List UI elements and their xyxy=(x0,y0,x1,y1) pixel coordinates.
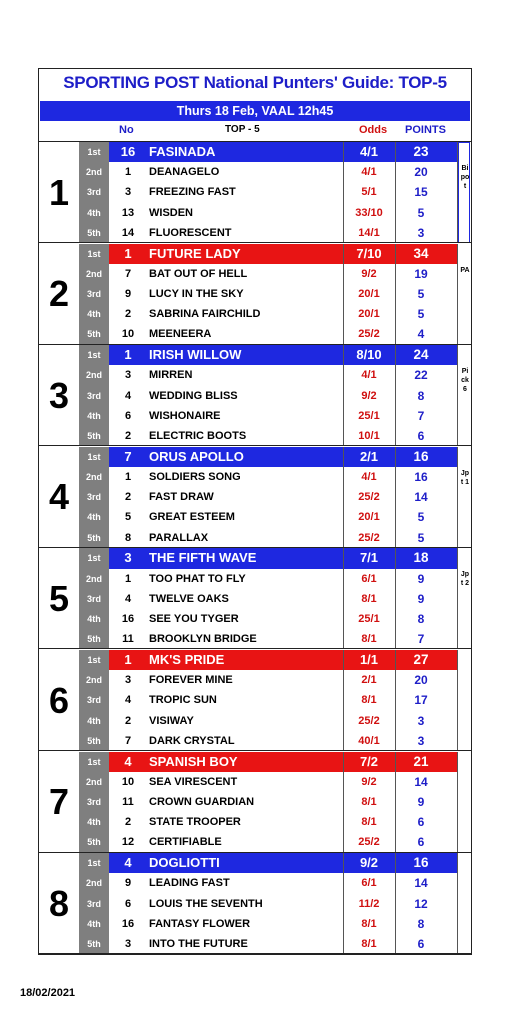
runner-row xyxy=(79,711,457,731)
race-block xyxy=(39,752,471,853)
finish-position: 5th xyxy=(87,532,101,543)
top-pick-row xyxy=(79,345,457,365)
points: 6 xyxy=(417,936,425,951)
horse-name: MIRREN xyxy=(149,369,193,382)
runner-row xyxy=(79,386,457,406)
points: 19 xyxy=(414,266,428,281)
finish-position: 3rd xyxy=(86,288,101,299)
finish-position: 5th xyxy=(87,227,101,238)
runner-number: 1 xyxy=(124,470,132,483)
points: 5 xyxy=(417,530,425,545)
finish-position: 1st xyxy=(87,553,101,564)
odds: 20/1 xyxy=(358,511,380,524)
finish-position: 2nd xyxy=(85,167,102,178)
odds: 7/1 xyxy=(359,550,379,566)
runner-number: 13 xyxy=(121,206,135,219)
points: 8 xyxy=(417,388,425,403)
odds: 6/1 xyxy=(361,877,377,890)
runner-row xyxy=(79,772,457,792)
top-pick-row xyxy=(79,650,457,670)
finish-position: 2nd xyxy=(85,268,102,279)
runner-row xyxy=(79,670,457,690)
odds: 8/1 xyxy=(361,917,377,930)
points-divider xyxy=(395,650,396,751)
runner-number: 5 xyxy=(124,511,132,524)
race-number: 8 xyxy=(48,882,70,924)
bet-type-note: Bipot xyxy=(460,165,470,190)
runner-number: 3 xyxy=(124,369,132,382)
horse-name: LOUIS THE SEVENTH xyxy=(149,897,263,910)
runner-number: 7 xyxy=(124,267,132,280)
race-block xyxy=(39,853,471,954)
horse-name: WEDDING BLISS xyxy=(149,389,238,402)
points: 7 xyxy=(417,632,425,647)
points: 20 xyxy=(414,673,428,688)
horse-name: DOGLIOTTI xyxy=(149,855,220,871)
runner-number: 10 xyxy=(121,775,135,788)
odds: 9/2 xyxy=(361,775,377,788)
runner-row xyxy=(79,507,457,527)
points: 3 xyxy=(417,733,425,748)
odds-divider xyxy=(343,548,344,649)
horse-name: CROWN GUARDIAN xyxy=(149,795,255,808)
points: 6 xyxy=(417,428,425,443)
runner-number: 2 xyxy=(124,714,132,727)
points: 7 xyxy=(417,408,425,423)
finish-position: 2nd xyxy=(85,573,102,584)
runner-number: 4 xyxy=(124,694,132,707)
finish-position: 3rd xyxy=(86,898,101,909)
points: 22 xyxy=(414,368,428,383)
finish-position: 1st xyxy=(87,248,101,259)
horse-name: SEA VIRESCENT xyxy=(149,775,238,788)
points: 17 xyxy=(414,693,428,708)
odds: 8/1 xyxy=(361,633,377,646)
horse-name: FLUORESCENT xyxy=(149,226,232,239)
runner-row xyxy=(79,406,457,426)
odds-divider xyxy=(343,650,344,751)
odds-divider xyxy=(343,447,344,548)
points-divider xyxy=(395,142,396,243)
points: 4 xyxy=(417,327,425,342)
meeting-banner: Thurs 18 Feb, VAAL 12h45 xyxy=(40,101,470,121)
side-divider xyxy=(457,548,458,649)
horse-name: ELECTRIC BOOTS xyxy=(149,429,247,442)
top-pick-row xyxy=(79,752,457,772)
race-block xyxy=(39,447,471,548)
side-divider xyxy=(457,345,458,446)
points: 8 xyxy=(417,916,425,931)
points: 16 xyxy=(413,448,429,464)
finish-position: 5th xyxy=(87,430,101,441)
guide-sheet xyxy=(38,68,472,955)
odds: 20/1 xyxy=(358,287,380,300)
points: 9 xyxy=(417,794,425,809)
odds: 11/2 xyxy=(358,897,380,910)
runner-row xyxy=(79,731,457,751)
horse-name: LEADING FAST xyxy=(149,877,230,890)
horse-name: FAST DRAW xyxy=(149,491,214,504)
points: 3 xyxy=(417,713,425,728)
race-number: 1 xyxy=(48,171,70,213)
points: 24 xyxy=(413,347,429,363)
odds: 4/1 xyxy=(361,166,377,179)
horse-name: WISDEN xyxy=(149,206,193,219)
finish-position: 5th xyxy=(87,837,101,848)
points: 34 xyxy=(413,245,429,261)
runner-row xyxy=(79,304,457,324)
runner-number: 11 xyxy=(122,795,134,808)
finish-position: 3rd xyxy=(86,593,101,604)
odds: 14/1 xyxy=(358,226,380,239)
points: 18 xyxy=(413,550,429,566)
race-number: 4 xyxy=(48,476,70,518)
odds: 20/1 xyxy=(358,308,380,321)
points: 5 xyxy=(417,205,425,220)
points: 16 xyxy=(413,855,429,871)
points-divider xyxy=(395,853,396,954)
finish-position: 3rd xyxy=(86,492,101,503)
race-block xyxy=(39,548,471,649)
odds-divider xyxy=(343,345,344,446)
runner-number: 7 xyxy=(124,734,132,747)
points: 16 xyxy=(414,469,428,484)
runner-row xyxy=(79,609,457,629)
odds: 25/2 xyxy=(358,531,380,544)
finish-position: 1st xyxy=(87,147,101,157)
runner-row xyxy=(79,467,457,487)
odds: 7/2 xyxy=(359,753,379,769)
finish-position: 1st xyxy=(87,451,101,462)
odds: 6/1 xyxy=(361,572,377,585)
points: 6 xyxy=(417,835,425,850)
odds: 25/2 xyxy=(358,836,380,849)
finish-position: 2nd xyxy=(85,675,102,686)
runner-number: 14 xyxy=(121,226,135,239)
runner-number: 3 xyxy=(124,186,132,199)
bet-type-note: Jpt 2 xyxy=(460,571,470,588)
page-title: SPORTING POST National Punters' Guide: TOP-5 xyxy=(63,73,447,92)
runner-number: 7 xyxy=(124,448,132,464)
side-divider xyxy=(457,650,458,751)
runner-number: 8 xyxy=(124,531,132,544)
points: 23 xyxy=(413,144,429,159)
runner-number: 2 xyxy=(124,308,132,321)
runner-row xyxy=(79,284,457,304)
points: 12 xyxy=(414,896,428,911)
horse-name: ORUS APOLLO xyxy=(149,448,244,464)
runner-row xyxy=(79,264,457,284)
horse-name: PARALLAX xyxy=(149,531,209,544)
points: 27 xyxy=(413,652,429,667)
runner-row xyxy=(79,894,457,914)
points: 8 xyxy=(417,611,425,626)
side-divider xyxy=(457,752,458,853)
points: 20 xyxy=(414,165,428,180)
finish-position: 4th xyxy=(87,207,101,218)
runner-number: 2 xyxy=(124,816,132,829)
horse-name: FANTASY FLOWER xyxy=(149,917,251,930)
runner-number: 16 xyxy=(121,917,135,930)
runner-number: 6 xyxy=(124,409,132,422)
odds: 10/1 xyxy=(358,429,380,442)
bet-type-note: Jpt 1 xyxy=(460,469,470,486)
race-number: 3 xyxy=(48,374,70,416)
finish-position: 3rd xyxy=(86,187,101,198)
runner-row xyxy=(79,589,457,609)
race-number: 5 xyxy=(48,577,70,619)
odds: 2/1 xyxy=(361,674,377,687)
horse-name: THE FIFTH WAVE xyxy=(149,550,257,566)
points-divider xyxy=(395,345,396,446)
top-pick-row xyxy=(79,142,457,162)
points: 6 xyxy=(417,815,425,830)
side-divider xyxy=(457,244,458,345)
column-header-top5: TOP - 5 xyxy=(225,124,260,135)
top-pick-row xyxy=(79,447,457,467)
runner-row xyxy=(79,487,457,507)
race-number: 2 xyxy=(48,273,70,315)
points: 5 xyxy=(417,510,425,525)
horse-name: CERTIFIABLE xyxy=(149,836,222,849)
runner-row xyxy=(79,569,457,589)
side-divider xyxy=(457,447,458,548)
odds: 9/2 xyxy=(361,389,377,402)
horse-name: FUTURE LADY xyxy=(149,245,241,261)
horse-name: FASINADA xyxy=(149,144,216,159)
finish-position: 4th xyxy=(87,512,101,523)
race-block xyxy=(39,345,471,446)
runner-number: 1 xyxy=(124,347,132,363)
horse-name: DARK CRYSTAL xyxy=(149,734,235,747)
runner-number: 1 xyxy=(124,572,132,585)
horse-name: FOREVER MINE xyxy=(149,674,233,687)
finish-position: 5th xyxy=(87,634,101,645)
points-divider xyxy=(395,548,396,649)
odds: 8/10 xyxy=(356,347,382,363)
race-number: 7 xyxy=(48,781,70,823)
finish-position: 3rd xyxy=(86,796,101,807)
odds-divider xyxy=(343,853,344,954)
runner-number: 1 xyxy=(124,652,132,667)
horse-name: VISIWAY xyxy=(149,714,194,727)
runner-number: 4 xyxy=(124,855,132,871)
points: 15 xyxy=(414,185,428,200)
runner-number: 6 xyxy=(124,897,132,910)
odds: 4/1 xyxy=(359,144,379,159)
side-divider xyxy=(457,853,458,954)
finish-position: 1st xyxy=(87,655,101,665)
odds: 7/10 xyxy=(356,245,382,261)
runner-number: 9 xyxy=(124,287,132,300)
runner-number: 16 xyxy=(120,144,136,159)
runner-row xyxy=(79,832,457,852)
column-header-points: POINTS xyxy=(405,124,446,136)
footer-date: 18/02/2021 xyxy=(20,987,76,999)
horse-name: TROPIC SUN xyxy=(149,694,217,707)
column-header-odds: Odds xyxy=(359,124,388,136)
odds: 40/1 xyxy=(358,734,380,747)
runner-number: 3 xyxy=(124,937,132,950)
race-separator xyxy=(39,953,471,954)
runner-number: 12 xyxy=(121,836,135,849)
points: 5 xyxy=(417,307,425,322)
runner-row xyxy=(79,324,457,344)
finish-position: 4th xyxy=(87,918,101,929)
runner-number: 2 xyxy=(124,491,132,504)
finish-position: 4th xyxy=(87,410,101,421)
horse-name: MK'S PRIDE xyxy=(149,652,225,667)
points: 14 xyxy=(414,774,428,789)
runner-number: 11 xyxy=(122,633,134,646)
finish-position: 3rd xyxy=(86,695,101,706)
runner-row xyxy=(79,223,457,243)
horse-name: STATE TROOPER xyxy=(149,816,241,829)
points-divider xyxy=(395,752,396,853)
runner-number: 2 xyxy=(124,429,132,442)
runner-number: 1 xyxy=(124,166,132,179)
finish-position: 2nd xyxy=(85,878,102,889)
points: 21 xyxy=(413,753,429,769)
horse-name: SEE YOU TYGER xyxy=(149,612,239,625)
odds: 9/2 xyxy=(359,855,379,871)
top-pick-row xyxy=(79,853,457,873)
odds: 2/1 xyxy=(359,448,379,464)
points-divider xyxy=(395,447,396,548)
horse-name: INTO THE FUTURE xyxy=(149,937,248,950)
side-note-box xyxy=(458,142,470,243)
runner-row xyxy=(79,182,457,202)
runner-row xyxy=(79,690,457,710)
runner-number: 10 xyxy=(121,328,135,341)
odds: 1/1 xyxy=(359,652,379,667)
race-block xyxy=(39,244,471,345)
horse-name: BROOKLYN BRIDGE xyxy=(149,633,257,646)
finish-position: 2nd xyxy=(85,471,102,482)
odds: 8/1 xyxy=(361,795,377,808)
odds: 8/1 xyxy=(361,694,377,707)
finish-position: 1st xyxy=(87,350,101,361)
finish-position: 4th xyxy=(87,715,101,726)
runner-row xyxy=(79,812,457,832)
odds: 33/10 xyxy=(355,206,383,219)
finish-position: 3rd xyxy=(86,390,101,401)
runner-number: 16 xyxy=(121,612,135,625)
horse-name: BAT OUT OF HELL xyxy=(149,267,248,280)
runner-row xyxy=(79,934,457,954)
points: 3 xyxy=(417,225,425,240)
horse-name: TOO PHAT TO FLY xyxy=(149,572,246,585)
odds-divider xyxy=(343,244,344,345)
finish-position: 5th xyxy=(87,938,101,949)
runner-row xyxy=(79,365,457,385)
race-number: 6 xyxy=(48,679,70,721)
odds-divider xyxy=(343,142,344,243)
points: 9 xyxy=(417,571,425,586)
odds: 4/1 xyxy=(361,470,377,483)
horse-name: SABRINA FAIRCHILD xyxy=(149,308,261,321)
top-pick-row xyxy=(79,548,457,568)
odds: 25/2 xyxy=(358,491,380,504)
runner-row xyxy=(79,914,457,934)
bet-type-note: PA xyxy=(460,266,470,274)
horse-name: GREAT ESTEEM xyxy=(149,511,235,524)
horse-name: DEANAGELO xyxy=(149,166,220,179)
odds-divider xyxy=(343,752,344,853)
horse-name: TWELVE OAKS xyxy=(149,592,229,605)
horse-name: IRISH WILLOW xyxy=(149,347,242,363)
odds: 25/1 xyxy=(358,409,380,422)
points: 5 xyxy=(417,286,425,301)
race-block xyxy=(39,142,471,243)
finish-position: 5th xyxy=(87,329,101,340)
finish-position: 2nd xyxy=(85,370,102,381)
finish-position: 2nd xyxy=(85,776,102,787)
runner-row xyxy=(79,629,457,649)
runner-row xyxy=(79,162,457,182)
points-divider xyxy=(395,244,396,345)
runner-number: 9 xyxy=(124,877,132,890)
runner-number: 4 xyxy=(124,389,132,402)
odds: 5/1 xyxy=(361,186,377,199)
runner-number: 4 xyxy=(124,753,132,769)
finish-position: 4th xyxy=(87,613,101,624)
runner-row xyxy=(79,203,457,223)
horse-name: SOLDIERS SONG xyxy=(149,470,241,483)
points: 14 xyxy=(414,876,428,891)
race-block xyxy=(39,650,471,751)
finish-position: 1st xyxy=(87,858,101,869)
runner-number: 3 xyxy=(124,550,132,566)
finish-position: 4th xyxy=(87,309,101,320)
points: 14 xyxy=(414,490,428,505)
top-pick-row xyxy=(79,244,457,264)
bet-type-note: Pick 6 xyxy=(461,368,469,394)
column-header-no: No xyxy=(119,124,134,136)
odds: 25/1 xyxy=(358,612,380,625)
runner-number: 4 xyxy=(124,592,132,605)
runner-number: 1 xyxy=(124,245,132,261)
runner-row xyxy=(79,873,457,893)
odds: 25/2 xyxy=(358,714,380,727)
odds: 8/1 xyxy=(361,937,377,950)
runner-number: 3 xyxy=(124,674,132,687)
odds: 25/2 xyxy=(358,328,380,341)
odds: 8/1 xyxy=(361,592,377,605)
finish-position: 5th xyxy=(87,735,101,746)
points: 9 xyxy=(417,591,425,606)
runner-row xyxy=(79,792,457,812)
odds: 4/1 xyxy=(361,369,377,382)
finish-position: 4th xyxy=(87,817,101,828)
horse-name: WISHONAIRE xyxy=(149,409,221,422)
finish-position: 1st xyxy=(87,756,101,767)
horse-name: SPANISH BOY xyxy=(149,753,238,769)
runner-row xyxy=(79,426,457,446)
horse-name: FREEZING FAST xyxy=(149,186,236,199)
horse-name: LUCY IN THE SKY xyxy=(149,287,244,300)
odds: 9/2 xyxy=(361,267,377,280)
odds: 8/1 xyxy=(361,816,377,829)
runner-row xyxy=(79,528,457,548)
horse-name: MEENEERA xyxy=(149,328,212,341)
